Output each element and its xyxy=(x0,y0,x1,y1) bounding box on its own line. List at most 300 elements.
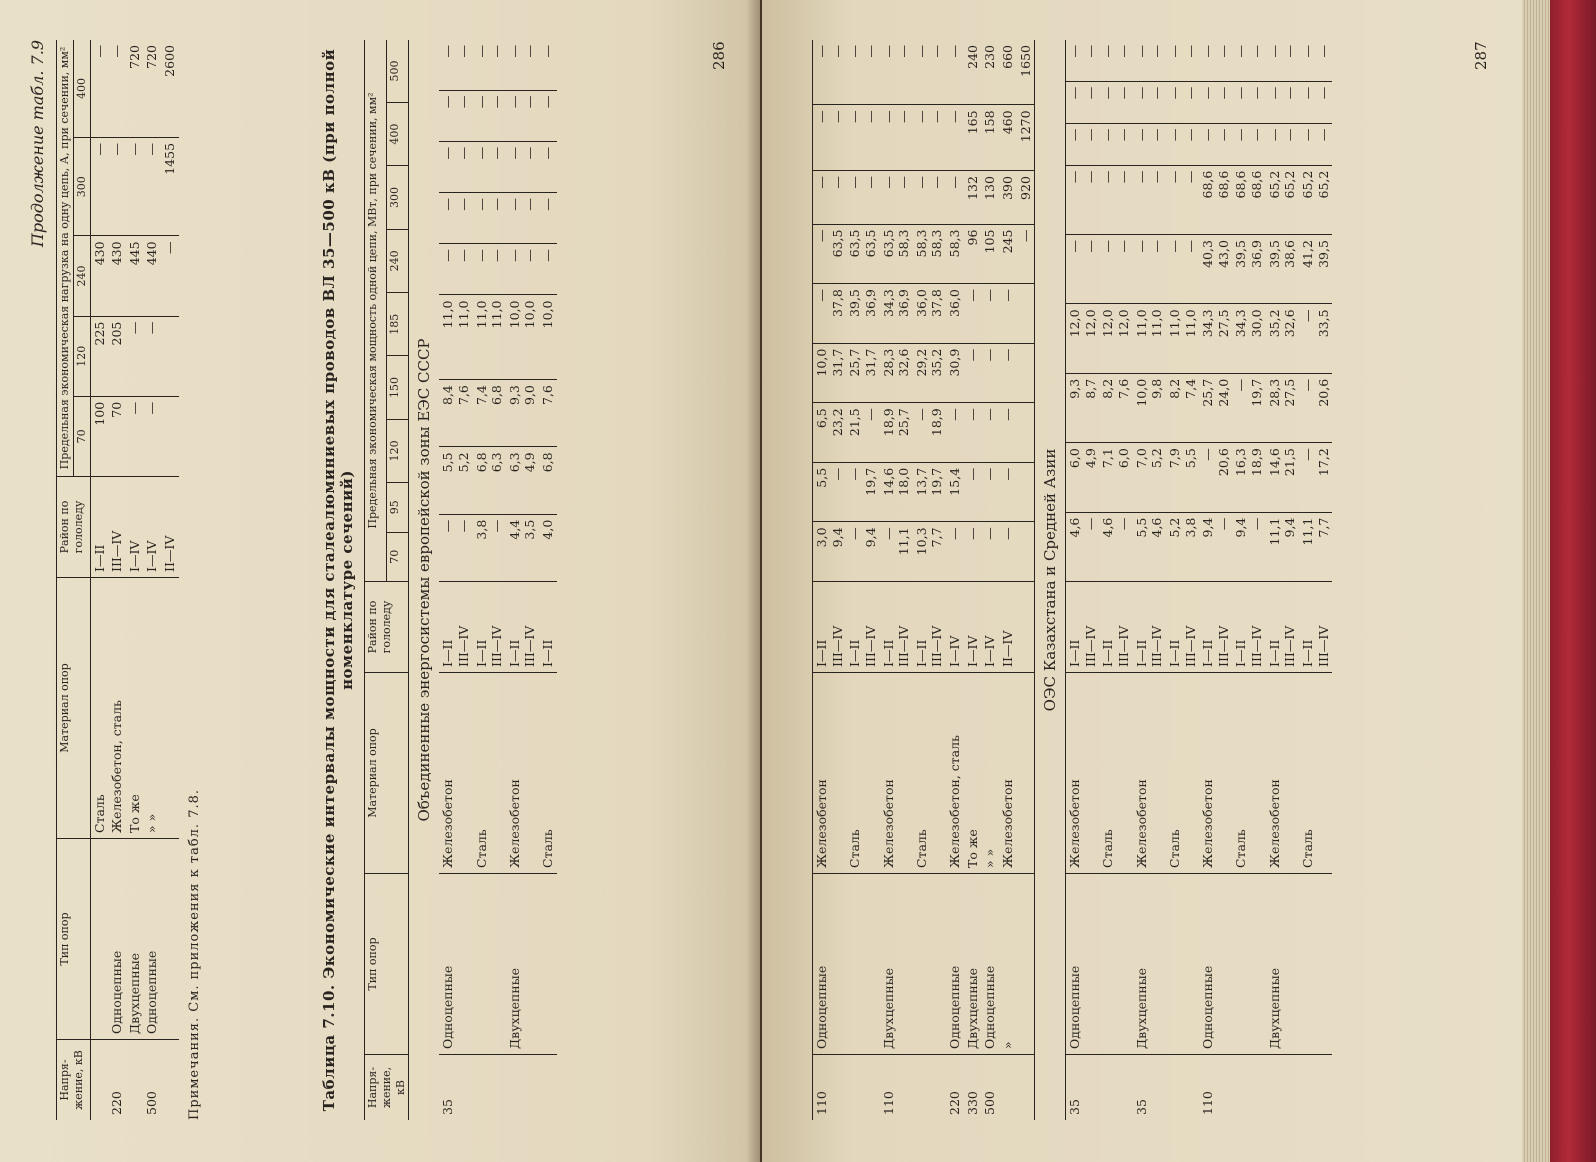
col-section: 400 xyxy=(73,40,90,137)
cell-material: Сталь xyxy=(1299,673,1332,874)
left-page-content xyxy=(20,30,740,1130)
cell-material: Сталь xyxy=(1099,673,1132,874)
cell-value: — xyxy=(946,522,964,582)
cell-value: — xyxy=(126,396,144,476)
cell-value: — xyxy=(964,284,982,344)
left-page xyxy=(0,0,760,1162)
cell-voltage: 35 xyxy=(1133,1099,1149,1115)
table-row xyxy=(1299,40,1332,1120)
cell-value: 7,9 5,5 xyxy=(1166,443,1199,512)
cell-value: — xyxy=(964,462,982,522)
cell-value: 7,0 5,2 xyxy=(1133,443,1166,512)
table-row xyxy=(473,40,506,1120)
col-ice-region: Район по гололеду xyxy=(365,582,409,673)
cell-value: — — xyxy=(1266,40,1299,81)
table-row xyxy=(1266,40,1299,1120)
cell-value: — xyxy=(946,171,964,224)
cell-type xyxy=(1166,874,1199,1055)
cell-value: 11,0 11,0 xyxy=(473,295,506,380)
cell-voltage xyxy=(161,1040,179,1121)
table-row xyxy=(108,40,126,1120)
cell-ice-region: I—II xyxy=(90,477,108,578)
table-note: Примечания. См. приложения к табл. 7.8. xyxy=(186,789,202,1120)
page-number: 287 xyxy=(1472,41,1490,70)
cell-value: — xyxy=(539,244,557,295)
cell-value: 5,2 3,8 xyxy=(1166,512,1199,581)
cell-voltage xyxy=(1299,1055,1332,1121)
cell-value: — xyxy=(964,403,982,463)
cell-value: 105 xyxy=(981,224,999,284)
cell-value: 28,3 32,6 xyxy=(880,343,913,403)
cell-value: 14,6 21,5 xyxy=(1266,443,1299,512)
cell-regions: I—IV xyxy=(946,582,964,673)
cell-value: 6,8 6,3 xyxy=(473,447,506,514)
cell-value: 96 xyxy=(964,224,982,284)
cell-value: 10,0 31,7 xyxy=(813,343,847,403)
cell-value: 14,6 18,0 xyxy=(880,462,913,522)
cell-value: 4,6 — xyxy=(1099,512,1132,581)
cell-value: 40,3 43,0 xyxy=(1199,235,1232,304)
cell-value: — — xyxy=(813,171,847,224)
cell-regions: I—II III—IV xyxy=(913,582,946,673)
table-row xyxy=(1017,40,1035,1120)
cell-value: 11,1 9,4 xyxy=(1266,512,1299,581)
cell-material: Железобетон xyxy=(880,673,913,874)
cell-material: То же xyxy=(964,673,982,874)
cell-value: — — xyxy=(1099,40,1132,81)
cell-regions: I—II III—IV xyxy=(1266,582,1299,673)
cell-value: — xyxy=(946,105,964,171)
cell-type xyxy=(473,874,506,1055)
cell-value: 230 xyxy=(981,40,999,105)
page-edges xyxy=(1522,0,1550,1162)
cell-ice-region: III—IV xyxy=(108,477,126,578)
cell-value: 6,0 4,9 xyxy=(1066,443,1100,512)
cell-value: — — xyxy=(1133,40,1166,81)
cell-value: — xyxy=(981,462,999,522)
cell-value: — — xyxy=(473,90,506,141)
asia-rows xyxy=(1066,40,1333,1120)
cell-value: — — xyxy=(506,193,539,244)
cell-material: Сталь xyxy=(539,673,557,874)
cell-value: — xyxy=(126,137,144,235)
cell-voltage xyxy=(90,1040,108,1121)
cell-regions: I—IV xyxy=(981,582,999,673)
table-row xyxy=(126,40,144,1120)
cell-value: 158 xyxy=(981,105,999,171)
cell-value: — — xyxy=(1232,123,1265,165)
cell-value: 16,3 18,9 xyxy=(1232,443,1265,512)
cell-value: — 18,9 xyxy=(913,403,946,463)
cell-value: 25,7 31,7 xyxy=(846,343,879,403)
cell-type: Одноцепные xyxy=(439,874,472,1055)
table-row xyxy=(846,40,879,1120)
cell-value: 245 xyxy=(999,224,1017,284)
cell-value: — — xyxy=(846,40,879,105)
cell-value: 100 xyxy=(90,396,108,476)
cell-value: — — xyxy=(1066,123,1100,165)
cell-value: — 9,4 xyxy=(846,522,879,582)
cell-regions: II—IV xyxy=(999,582,1017,673)
cell-type xyxy=(1099,874,1132,1055)
col-section: 400 xyxy=(387,103,409,166)
cell-material: Железобетон, сталь xyxy=(108,578,126,839)
cell-value: — — xyxy=(1133,81,1166,123)
table-row xyxy=(90,40,108,1120)
cell-value: — xyxy=(143,137,161,235)
col-section: 95 xyxy=(387,483,409,532)
cell-value xyxy=(161,316,179,396)
cell-value: 36,0 xyxy=(946,284,964,344)
cell-value: 5,5 4,6 xyxy=(1133,512,1166,581)
cell-value: — — xyxy=(1066,40,1100,81)
cell-type xyxy=(1017,874,1035,1055)
cell-value: — — xyxy=(1299,123,1332,165)
cell-value: — 19,7 xyxy=(1232,373,1265,442)
cell-regions: I—II III—IV xyxy=(506,582,539,673)
cell-value: — — xyxy=(880,40,913,105)
cell-voltage: 500 xyxy=(144,1091,160,1115)
table-row xyxy=(1232,40,1265,1120)
cell-value: 225 xyxy=(90,316,108,396)
cell-value: — xyxy=(161,236,179,316)
continuation-title: Продолжение табл. 7.9 xyxy=(28,40,47,248)
cell-support-type: Одноцепные xyxy=(108,839,126,1040)
cell-value: — xyxy=(108,137,126,235)
cell-value: — — xyxy=(506,90,539,141)
page-number: 286 xyxy=(710,41,728,70)
cell-value: — xyxy=(90,40,108,137)
cell-value: 8,2 7,6 xyxy=(1099,373,1132,442)
cell-value: — 37,8 xyxy=(813,284,847,344)
cell-value: 2600 xyxy=(161,40,179,137)
cell-value: 28,3 27,5 xyxy=(1266,373,1299,442)
cell-value: — — xyxy=(880,171,913,224)
cell-value: — — xyxy=(1133,165,1166,234)
cell-value: 11,1 7,7 xyxy=(1299,512,1332,581)
cell-regions: I—II III—IV xyxy=(1199,582,1232,673)
cell-value: — — xyxy=(813,40,847,105)
cell-value: — — xyxy=(1166,165,1199,234)
cell-type: Одноцепные xyxy=(1199,874,1232,1055)
cell-voltage xyxy=(846,1055,879,1121)
cell-value: 205 xyxy=(108,316,126,396)
cell-value: 4,6 — xyxy=(1066,512,1100,581)
cell-material: Сталь xyxy=(1232,673,1265,874)
cell-value: — — xyxy=(1133,235,1166,304)
cell-value: — xyxy=(539,141,557,192)
cell-value: — — xyxy=(473,244,506,295)
table-7-10 xyxy=(320,40,557,1120)
table-row xyxy=(506,40,539,1120)
cell-regions: I—II III—IV xyxy=(880,582,913,673)
cell-value: 21,5 — xyxy=(846,403,879,463)
cell-value: 29,2 35,2 xyxy=(913,343,946,403)
cell-value: — 11,1 xyxy=(880,522,913,582)
cell-material xyxy=(1017,673,1035,874)
cell-voltage xyxy=(473,1055,506,1121)
cell-value: 10,0 9,8 xyxy=(1133,373,1166,442)
cell-voltage: 220 xyxy=(947,1091,962,1115)
cell-value: — 19,7 xyxy=(846,462,879,522)
cell-regions: I—II xyxy=(539,582,557,673)
cell-type xyxy=(1299,874,1332,1055)
cell-value: — — xyxy=(506,141,539,192)
cell-value: 430 xyxy=(90,236,108,316)
table-row xyxy=(439,40,472,1120)
cell-voltage xyxy=(1166,1055,1199,1121)
cell-value: 460 xyxy=(999,105,1017,171)
cell-value: 68,6 68,6 xyxy=(1199,165,1232,234)
cell-value: — — xyxy=(1166,235,1199,304)
cell-value: 70 xyxy=(108,396,126,476)
cell-regions: I—II III—IV xyxy=(439,582,472,673)
cell-material: Железобетон xyxy=(1133,673,1166,874)
cell-regions: I—II III—IV xyxy=(1099,582,1132,673)
cell-material: То же xyxy=(126,578,144,839)
cell-voltage: 110 xyxy=(814,1091,829,1115)
cell-value: — xyxy=(964,343,982,403)
cell-value: — — xyxy=(913,171,946,224)
cell-value: 58,3 58,3 xyxy=(913,224,946,284)
cell-value: — xyxy=(539,40,557,90)
cell-value xyxy=(1017,284,1035,344)
cell-value: — — xyxy=(1232,40,1265,81)
cell-value: 58,3 xyxy=(946,224,964,284)
cell-material: Сталь xyxy=(473,673,506,874)
cell-value: — 20,6 xyxy=(1199,443,1232,512)
cell-value: 240 xyxy=(964,40,982,105)
cell-support-type xyxy=(90,839,108,1040)
section-title-europe: Объединенные энергосистемы европейской зоны ЕЭС СССР xyxy=(415,338,434,822)
cell-value: 720 xyxy=(143,40,161,137)
table-row xyxy=(946,40,964,1120)
col-section: 120 xyxy=(387,419,409,482)
cell-value: 430 xyxy=(108,236,126,316)
cell-value: — — xyxy=(1266,81,1299,123)
table-row xyxy=(143,40,161,1120)
cell-value: 9,3 8,7 xyxy=(1066,373,1100,442)
cell-value: — xyxy=(946,40,964,105)
cell-value: 11,0 11,0 xyxy=(1133,304,1166,373)
cell-value: 9,4 — xyxy=(1199,512,1232,581)
cell-value: 39,5 36,9 xyxy=(846,284,879,344)
cell-value: 4,4 3,5 xyxy=(506,514,539,581)
cell-value: 11,0 11,0 xyxy=(439,295,472,380)
cell-type: Двухцепные xyxy=(964,874,982,1055)
cell-value: — — xyxy=(1066,81,1100,123)
cell-value: 5,5 — xyxy=(813,462,847,522)
cell-value: — xyxy=(999,284,1017,344)
cell-value: 440 xyxy=(143,236,161,316)
col-material: Материал опор xyxy=(365,673,409,874)
cell-material: Сталь xyxy=(1166,673,1199,874)
cell-value: 5,5 5,2 xyxy=(439,447,472,514)
cell-voltage xyxy=(539,1055,557,1121)
cell-value: 39,5 38,6 xyxy=(1266,235,1299,304)
cell-value: — — xyxy=(1232,81,1265,123)
cell-material: Железобетон xyxy=(1199,673,1232,874)
cell-type xyxy=(1232,874,1265,1055)
cell-value: — 33,5 xyxy=(1299,304,1332,373)
cell-value: — — xyxy=(439,193,472,244)
col-section: 185 xyxy=(387,293,409,356)
cell-material: Железобетон xyxy=(439,673,472,874)
cell-value: 130 xyxy=(981,171,999,224)
cell-value: — 17,2 xyxy=(1299,443,1332,512)
cell-value: 9,4 — xyxy=(1232,512,1265,581)
table-row xyxy=(161,40,179,1120)
cell-value: — — xyxy=(473,141,506,192)
cell-value: — — xyxy=(1099,165,1132,234)
cell-material: Сталь xyxy=(90,578,108,839)
cell-material: » » xyxy=(143,578,161,839)
cell-value: 11,0 11,0 xyxy=(1166,304,1199,373)
book-cover-edge xyxy=(1550,0,1596,1162)
cell-value: — — xyxy=(473,40,506,90)
cell-value: — — xyxy=(1299,81,1332,123)
cell-regions: I—II III—IV xyxy=(813,582,847,673)
table-row xyxy=(964,40,982,1120)
cell-type: Двухцепные xyxy=(1133,874,1166,1055)
cell-value: — — xyxy=(1199,40,1232,81)
cell-type: Двухцепные xyxy=(880,874,913,1055)
cell-value: — xyxy=(539,90,557,141)
cell-voltage xyxy=(1266,1055,1299,1121)
cell-support-type: Двухцепные xyxy=(126,839,144,1040)
right-page-content xyxy=(782,30,1502,1130)
col-section: 70 xyxy=(387,532,409,581)
cell-material: Железобетон xyxy=(813,673,847,874)
cell-voltage xyxy=(1099,1055,1132,1121)
cell-value: — — xyxy=(1266,123,1299,165)
cell-value: — xyxy=(981,343,999,403)
cell-ice-region: I—IV xyxy=(143,477,161,578)
cell-value: — — xyxy=(506,40,539,90)
table-caption: Таблица 7.10. Экономические интервалы мощности для сталеалюминиевых проводов ВЛ 35—500 кВ (при полной номенклатуре сечений) xyxy=(320,48,356,1112)
cell-value xyxy=(1017,462,1035,522)
cell-value: — — xyxy=(439,514,472,581)
cell-value: 34,3 36,9 xyxy=(880,284,913,344)
cell-value: 3,8 — xyxy=(473,514,506,581)
table-7-10-continued xyxy=(812,40,1332,1120)
cell-voltage xyxy=(913,1055,946,1121)
table-7-9-body xyxy=(90,40,179,1120)
cell-value: 6,3 4,9 xyxy=(506,447,539,514)
cell-value: — xyxy=(143,396,161,476)
cell-voltage: 220 xyxy=(109,1091,125,1115)
europe-rows xyxy=(813,40,1035,1120)
cell-value: 1650 xyxy=(1017,40,1035,105)
cell-regions: I—II III—IV xyxy=(473,582,506,673)
col-voltage: Напря-жение, кВ xyxy=(57,1040,91,1121)
cell-material: Железобетон, сталь xyxy=(946,673,964,874)
cell-value: — — xyxy=(1066,165,1100,234)
cell-voltage: 330 xyxy=(964,1091,980,1115)
cell-type: » xyxy=(999,874,1017,1055)
cell-value: — xyxy=(143,316,161,396)
cell-value: 41,2 39,5 xyxy=(1299,235,1332,304)
cell-value: 15,4 xyxy=(946,462,964,522)
cell-value: — — xyxy=(1199,81,1232,123)
cell-type: Одноцепные xyxy=(946,874,964,1055)
table-row xyxy=(913,40,946,1120)
cell-value: 7,1 6,0 xyxy=(1099,443,1132,512)
cell-type: Двухцепные xyxy=(506,874,539,1055)
table-row xyxy=(1199,40,1232,1120)
table-row xyxy=(1099,40,1132,1120)
cell-value: 34,3 27,5 xyxy=(1199,304,1232,373)
cell-value: 660 xyxy=(999,40,1017,105)
cell-value: — — xyxy=(846,171,879,224)
cell-value: — — xyxy=(1099,123,1132,165)
cell-value: 8,4 7,6 xyxy=(439,380,472,447)
cell-voltage: 500 xyxy=(982,1091,998,1115)
cell-regions: I—II III—IV xyxy=(1166,582,1199,673)
cell-value: 30,9 xyxy=(946,343,964,403)
cell-support-type: Одноцепные xyxy=(143,839,161,1040)
cell-value: — xyxy=(999,343,1017,403)
cell-type: Одноцепные xyxy=(813,874,847,1055)
table-row xyxy=(813,40,847,1120)
cell-voltage: 35 xyxy=(440,1099,456,1115)
cell-regions: I—II III—IV xyxy=(1232,582,1265,673)
cell-value: — 63,5 xyxy=(813,224,847,284)
cell-value: 7,4 6,8 xyxy=(473,380,506,447)
cell-value: — — xyxy=(813,105,847,171)
cell-ice-region: I—IV xyxy=(126,477,144,578)
cell-regions: I—IV xyxy=(964,582,982,673)
cell-material: Сталь xyxy=(913,673,946,874)
table-row xyxy=(539,40,557,1120)
cell-value: 68,6 68,6 xyxy=(1232,165,1265,234)
cell-value: — — xyxy=(913,40,946,105)
cell-type xyxy=(846,874,879,1055)
col-ice-region: Район по гололеду xyxy=(57,477,91,578)
cell-value: 8,2 7,4 xyxy=(1166,373,1199,442)
cell-value: 10,0 xyxy=(539,295,557,380)
cell-value: — — xyxy=(506,244,539,295)
cell-value: — xyxy=(1017,224,1035,284)
cell-value: — xyxy=(964,522,982,582)
cell-voltage: 110 xyxy=(880,1091,896,1115)
col-support-type: Тип опор xyxy=(365,874,409,1055)
cell-value: 390 xyxy=(999,171,1017,224)
cell-material: Сталь xyxy=(846,673,879,874)
cell-value: — xyxy=(108,40,126,137)
cell-value: — — xyxy=(1066,235,1100,304)
cell-value: 132 xyxy=(964,171,982,224)
cell-value: — — xyxy=(880,105,913,171)
cell-value: — — xyxy=(1199,123,1232,165)
table-row xyxy=(999,40,1017,1120)
cell-value: 6,5 23,2 xyxy=(813,403,847,463)
cell-value: 39,5 36,9 xyxy=(1232,235,1265,304)
cell-value: 1455 xyxy=(161,137,179,235)
cell-material xyxy=(161,578,179,839)
cell-value: — xyxy=(999,522,1017,582)
cell-value: — xyxy=(90,137,108,235)
cell-value: — — xyxy=(439,40,472,90)
section-title-asia: ОЭС Казахстана и Средней Азии xyxy=(1034,40,1065,1120)
col-section: 240 xyxy=(387,229,409,292)
cell-voltage xyxy=(999,1055,1017,1121)
col-voltage: Напря-жение, кВ xyxy=(365,1055,409,1121)
cell-value: — — xyxy=(1299,40,1332,81)
cell-material: Железобетон xyxy=(1066,673,1100,874)
cell-regions: I—II III—IV xyxy=(1066,582,1100,673)
cell-regions xyxy=(1017,582,1035,673)
